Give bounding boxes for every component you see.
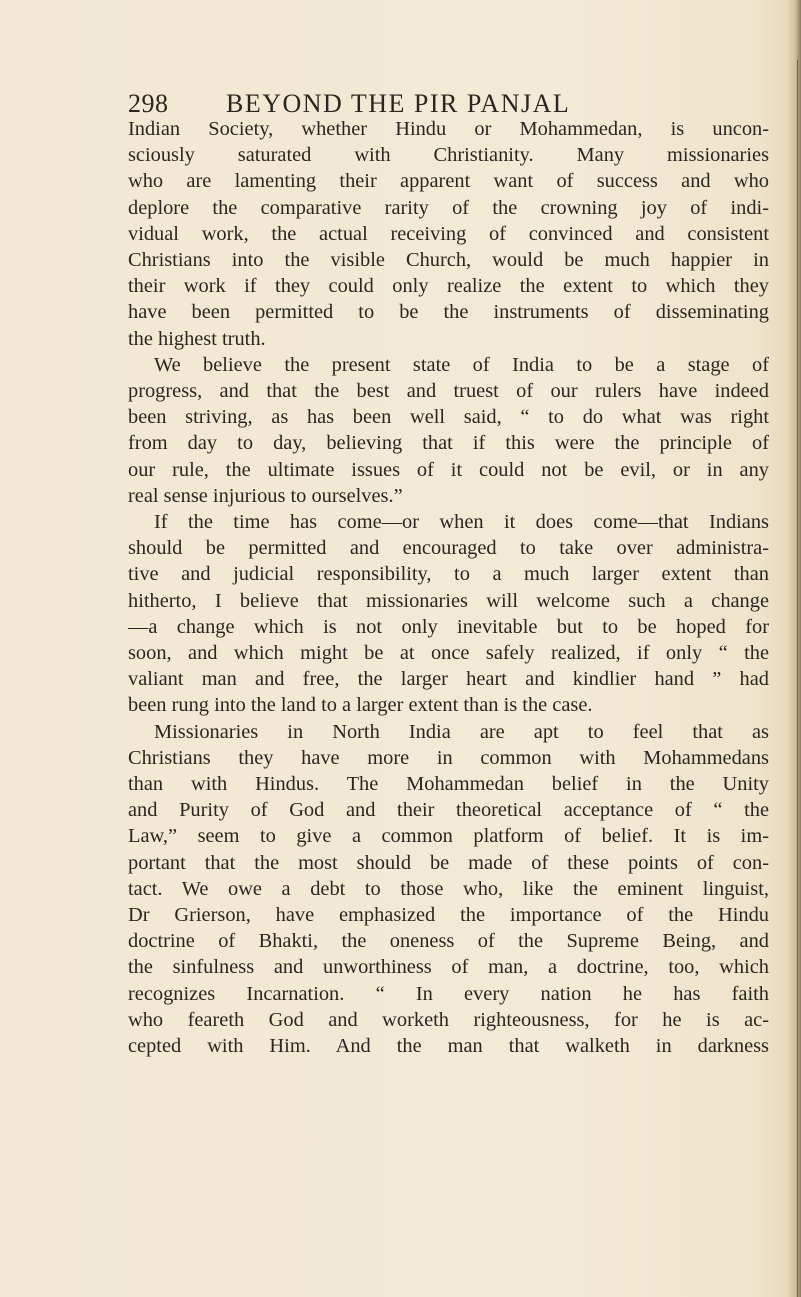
text-line: vidual work, the actual receiving of convinced and consistent xyxy=(128,222,769,245)
text-line: our rule, the ultimate issues of it could not be evil, or in any xyxy=(128,458,769,481)
text-line: doctrine of Bhakti, the oneness of the Supreme Being, and xyxy=(128,930,769,953)
text-line: soon, and which might be at once safely realized, if only “ the xyxy=(128,642,769,664)
text-line: Law,” seem to give a common platform of belief. It is im- xyxy=(128,825,769,848)
text-line: their work if they could only realize the extent to which they xyxy=(128,275,769,298)
text-line: sciously saturated with Christianity. Many missionaries xyxy=(128,144,769,167)
text-line: Missionaries in North India are apt to feel that as xyxy=(154,720,769,743)
text-line: —a change which is not only inevitable but to be hoped for xyxy=(128,615,769,638)
text-line: portant that the most should be made of these points of con- xyxy=(128,851,769,874)
text-line: If the time has come—or when it does come—that Indians xyxy=(154,511,769,533)
text-line: been rung into the land to a larger extent than is the case. xyxy=(128,694,593,717)
text-line: Christians they have more in common with Mohammedans xyxy=(128,746,769,769)
text-line: the sinfulness and unworthiness of man, a doctrine, too, which xyxy=(128,956,769,979)
text-line: deplore the comparative rarity of the crowning joy of indi- xyxy=(128,196,769,219)
text-line: tact. We owe a debt to those who, like the eminent linguist, xyxy=(128,877,769,900)
running-head: BEYOND THE PIR PANJAL xyxy=(226,89,571,118)
text-line: hitherto, I believe that missionaries will welcome such a change xyxy=(128,589,769,612)
text-line: cepted with Him. And the man that walketh in darkness xyxy=(128,1035,769,1057)
text-line: been striving, as has been well said, “ to do what was right xyxy=(128,406,769,429)
page-number: 298 xyxy=(128,89,169,118)
text-line: Indian Society, whether Hindu or Mohammedan, is uncon- xyxy=(128,118,769,140)
text-line: have been permitted to be the instruments of disseminating xyxy=(128,301,769,324)
text-line: who feareth God and worketh righteousness, for he is ac- xyxy=(128,1008,769,1031)
text-line: real sense injurious to ourselves.” xyxy=(128,484,403,507)
text-line: who are lamenting their apparent want of success and who xyxy=(128,170,769,193)
text-line: We believe the present state of India to be a stage of xyxy=(154,353,769,376)
text-line: progress, and that the best and truest of our rulers have indeed xyxy=(128,380,769,402)
text-line: and Purity of God and their theoretical acceptance of “ the xyxy=(128,799,769,822)
text-line: than with Hindus. The Mohammedan belief in the Unity xyxy=(128,773,769,795)
text-line: Christians into the visible Church, would be much happier in xyxy=(128,249,769,271)
text-line: the highest truth. xyxy=(128,327,266,350)
text-line: recognizes Incarnation. “ In every nation he has faith xyxy=(128,982,769,1005)
text-line: from day to day, believing that if this were the principle of xyxy=(128,432,769,455)
text-line: tive and judicial responsibility, to a much larger extent than xyxy=(128,563,769,586)
text-line: Dr Grierson, have emphasized the importance of the Hindu xyxy=(128,904,769,926)
page-edge-line xyxy=(797,60,798,1297)
page-edge-shadow xyxy=(787,0,801,1297)
text-line: should be permitted and encouraged to take over administra- xyxy=(128,537,769,560)
text-line: valiant man and free, the larger heart and kindlier hand ” had xyxy=(128,668,769,691)
